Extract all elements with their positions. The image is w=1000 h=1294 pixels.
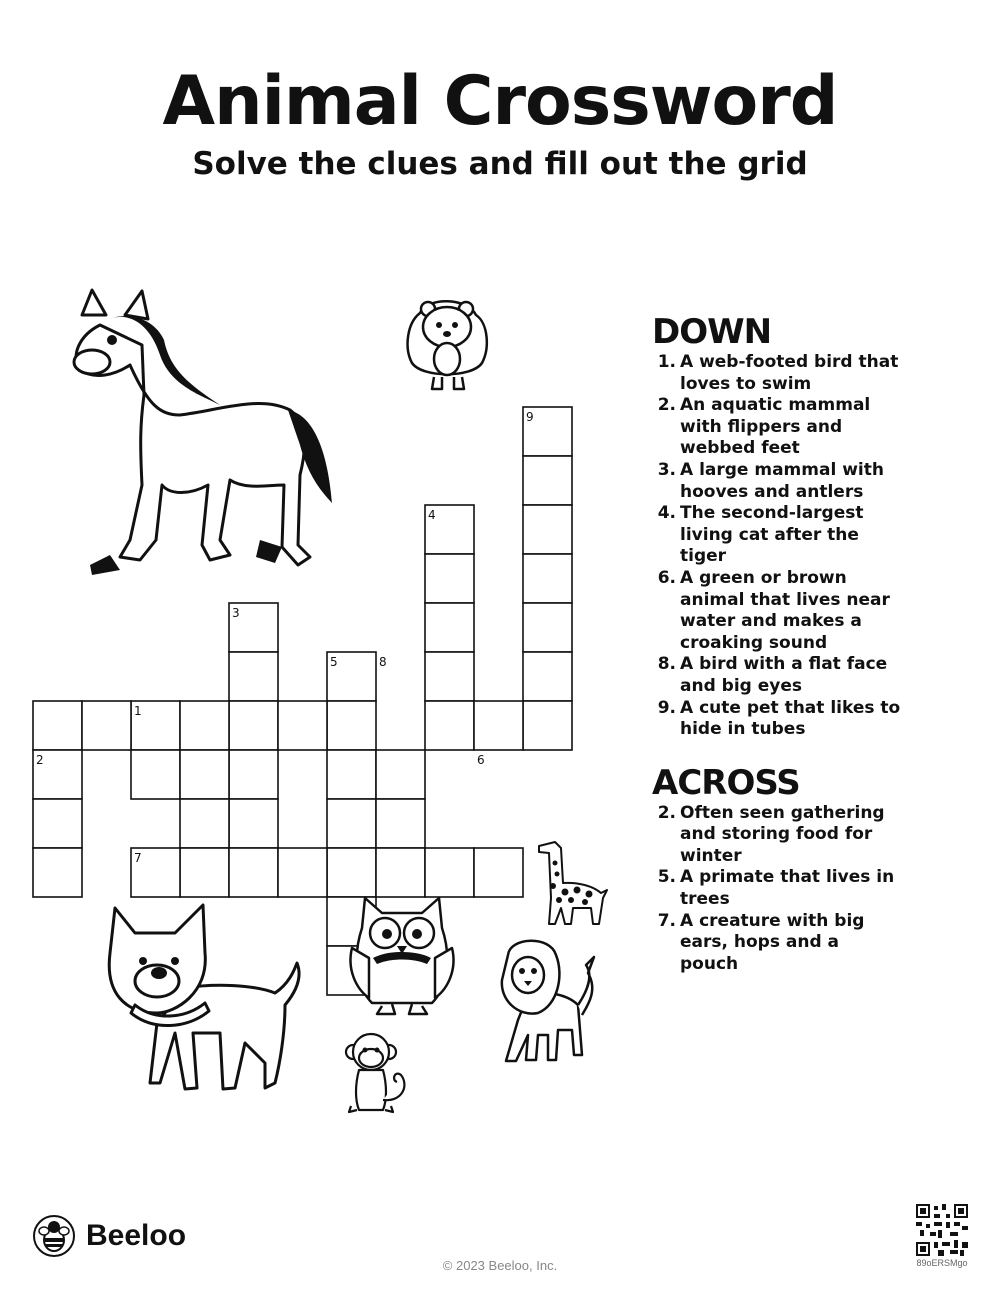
down-clue [652, 503, 902, 568]
grid-cell[interactable] [180, 799, 229, 848]
cell-number: 6 [477, 753, 485, 767]
down-clue [652, 654, 902, 697]
grid-cell[interactable] [425, 652, 474, 701]
grid-cell[interactable] [376, 750, 425, 799]
clue-text: A web-footed bird that loves to swim [680, 352, 899, 394]
across-clue-list [652, 803, 902, 976]
cell-number: 2 [36, 753, 44, 767]
dog-illustration [105, 893, 305, 1103]
clue-text: A primate that lives in trees [680, 867, 895, 910]
down-heading: DOWN [652, 312, 772, 352]
horse-illustration [70, 285, 340, 585]
grid-cell[interactable] [327, 799, 376, 848]
down-clue-list [652, 352, 902, 741]
grid-cell[interactable] [33, 701, 82, 750]
copyright: © 2023 Beeloo, Inc. [442, 1258, 558, 1273]
grid-cell[interactable] [229, 848, 278, 897]
clue-text: A green or brown animal that lives near water and makes a croaking sound [680, 567, 890, 653]
across-heading: ACROSS [652, 762, 800, 803]
grid-cell[interactable] [474, 701, 523, 750]
down-clue [652, 698, 902, 741]
cell-number: 1 [134, 704, 142, 718]
clue-number: 3. [657, 459, 676, 480]
grid-cell[interactable] [82, 701, 131, 750]
grid-cell[interactable] [327, 701, 376, 750]
across-clue [652, 803, 902, 868]
grid-cell[interactable] [523, 456, 572, 505]
grid-cell[interactable] [523, 652, 572, 701]
cell-number: 3 [232, 606, 240, 620]
clue-number: 4. [657, 503, 676, 524]
clue-text: A cute pet that likes to hide in tubes [680, 697, 901, 740]
across-clue [652, 867, 902, 910]
grid-cell[interactable] [425, 701, 474, 750]
cell-number: 9 [526, 410, 534, 424]
down-clue [652, 352, 902, 395]
grid-cell[interactable] [229, 750, 278, 799]
grid-cell[interactable] [523, 505, 572, 554]
hedgehog-illustration [402, 293, 492, 393]
clue-number: 2. [657, 802, 676, 823]
grid-cell[interactable] [327, 750, 376, 799]
grid-cell[interactable] [278, 701, 327, 750]
giraffe-illustration [533, 838, 613, 928]
bee-icon [32, 1214, 76, 1258]
grid-cell[interactable] [278, 848, 327, 897]
down-clue [652, 460, 902, 503]
grid-cell[interactable] [180, 750, 229, 799]
grid-cell[interactable] [33, 848, 82, 897]
beeloo-logo[interactable] [32, 1214, 186, 1258]
grid-cell[interactable] [229, 701, 278, 750]
grid-cell[interactable] [523, 554, 572, 603]
grid-cell[interactable] [425, 603, 474, 652]
grid-cell[interactable] [180, 848, 229, 897]
clue-number: 6. [657, 567, 676, 588]
cell-number: 4 [428, 508, 436, 522]
grid-cell[interactable] [523, 701, 572, 750]
qr-code-label: 89oERSMgo [916, 1258, 968, 1268]
clue-text: A creature with big ears, hops and a pouch [680, 910, 865, 974]
clue-number: 5. [657, 867, 676, 888]
grid-cell[interactable] [131, 750, 180, 799]
grid-cell[interactable] [474, 848, 523, 897]
clue-number: 8. [657, 654, 676, 675]
clue-number: 7. [657, 910, 676, 931]
clue-number: 2. [657, 395, 676, 416]
grid-cell[interactable] [425, 554, 474, 603]
page-subtitle: Solve the clues and fill out the grid [192, 146, 808, 182]
owl-illustration [347, 888, 459, 1018]
down-clue [652, 568, 902, 654]
across-clue [652, 911, 902, 976]
page-title: Animal Crossword [162, 62, 838, 141]
clue-text: A bird with a flat face and big eyes [680, 654, 888, 696]
cell-number: 7 [134, 851, 142, 865]
clue-text: An aquatic mammal with flippers and webbed feet [680, 395, 871, 459]
clue-number: 9. [657, 697, 676, 718]
grid-cell[interactable] [33, 799, 82, 848]
grid-cell[interactable] [229, 799, 278, 848]
clues-panel [652, 312, 902, 975]
grid-cell[interactable] [229, 652, 278, 701]
clue-number: 1. [657, 352, 676, 372]
monkey-illustration [343, 1030, 413, 1115]
grid-cell[interactable] [180, 701, 229, 750]
brand-name: Beeloo [86, 1219, 187, 1252]
cell-number: 8 [379, 655, 387, 669]
clue-text: Often seen gathering and storing food for winter [680, 802, 885, 866]
lion-illustration [498, 935, 604, 1065]
clue-text: The second-largest living cat after the tiger [680, 503, 864, 567]
cell-number: 5 [330, 655, 338, 669]
qr-code-icon[interactable] [916, 1204, 968, 1256]
down-clue [652, 395, 902, 460]
clue-text: A large mammal with hooves and antlers [680, 459, 884, 502]
grid-cell[interactable] [523, 603, 572, 652]
grid-cell[interactable] [376, 799, 425, 848]
